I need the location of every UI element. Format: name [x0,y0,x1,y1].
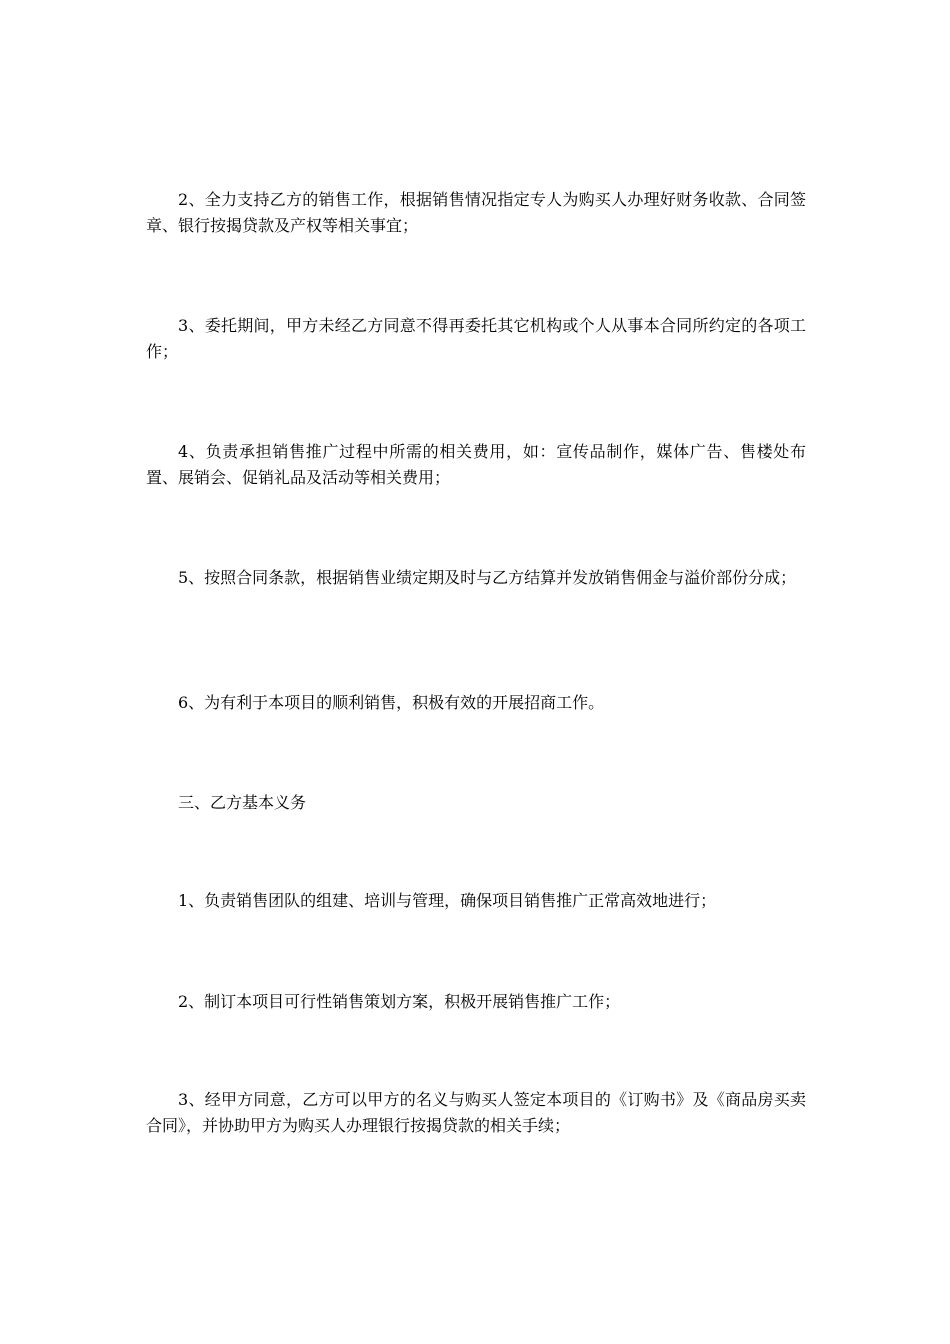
paragraph-party-a-duty-2: 2、全力支持乙方的销售工作，根据销售情况指定专人为购买人办理好财务收款、合同签章、银行按揭贷款及产权等相关事宜； [146,190,806,235]
paragraph-party-b-duty-3: 3、经甲方同意，乙方可以甲方的名义与购买人签定本项目的《订购书》及《商品房买卖合同》，并协助甲方为购买人办理银行按揭贷款的相关手续； [146,1090,806,1135]
paragraph-party-a-duty-3: 3、委托期间，甲方未经乙方同意不得再委托其它机构或个人从事本合同所约定的各项工作； [146,316,806,361]
paragraph-party-a-duty-4: 4、负责承担销售推广过程中所需的相关费用，如：宣传品制作，媒体广告、售楼处布置、展销会、促销礼品及活动等相关费用； [146,442,806,487]
paragraph-party-b-duty-2: 2、制订本项目可行性销售策划方案，积极开展销售推广工作； [178,992,621,1011]
paragraph-party-a-duty-6: 6、为有利于本项目的顺利销售，积极有效的开展招商工作。 [178,693,605,712]
paragraph-party-b-duty-1: 1、负责销售团队的组建、培训与管理，确保项目销售推广正常高效地进行； [178,891,717,910]
section-heading-party-b-duties: 三、乙方基本义务 [178,793,307,812]
paragraph-party-a-duty-5: 5、按照合同条款，根据销售业绩定期及时与乙方结算并发放销售佣金与溢价部份分成； [178,568,797,587]
